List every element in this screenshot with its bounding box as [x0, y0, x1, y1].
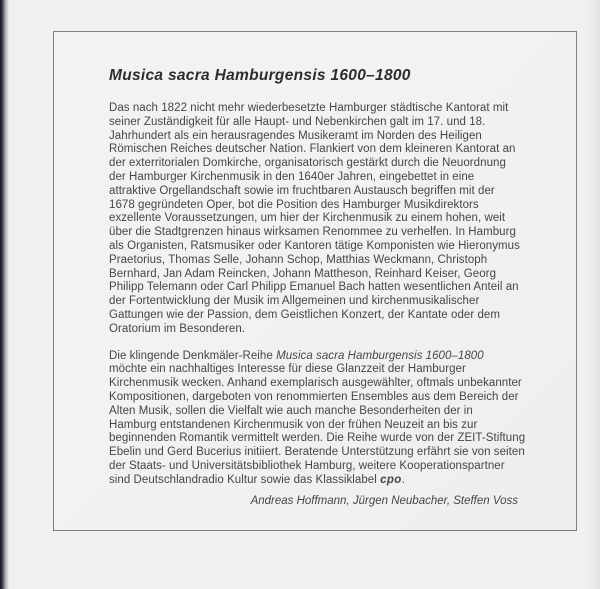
text-line: Römischen Reiches deutscher Nation. Flankiert von dem kleineren Kantorat an: [109, 143, 516, 156]
text-line: Gattungen wie der Passion, dem Geistlichen Konzert, der Kantate oder dem: [109, 308, 500, 321]
page-right-shadow: [584, 0, 600, 589]
text-line: Ebelin und Gerd Bucerius initiiert. Beratende Unterstützung erfährt sie von seiten: [109, 446, 525, 459]
text-line: sind Deutschlandradio Kultur sowie das Klassiklabel cpo.: [109, 473, 405, 486]
text-line: Alten Musik, sollen die Vielfalt wie auch manche Besonderheiten der in: [109, 404, 473, 417]
page-border-frame: [53, 31, 577, 531]
text-line: Philipp Telemann oder Carl Philipp Emanuel Bach hatten wesentlichen Anteil an: [109, 281, 519, 294]
text-line: der Hamburger Kirchenmusik in den 1640er Jahren, eingebettet in eine: [109, 170, 475, 183]
text-line: attraktive Orgellandschaft sowie im fruchtbaren Austausch begriffen mit der: [109, 184, 495, 197]
text-line: seiner Zuständigkeit für alle Haupt- und Nebenkirchen galt im 17. und 18.: [109, 115, 486, 128]
text-line: exzellente Voraussetzungen, um hier der Kirchenmusik zu einem hohen, weit: [109, 212, 506, 225]
text-line: der Staats- und Universitätsbibliothek Hamburg, weitere Kooperationspartner: [109, 459, 505, 472]
paragraph-series-description: [109, 349, 526, 488]
text-line: Die klingende Denkmäler-Reihe Musica sacra Hamburgensis 1600–1800: [109, 349, 484, 362]
book-spine-edge: [0, 0, 9, 589]
text-line: Kompositionen, dargeboten von renommierten Ensembles aus dem Bereich der: [109, 390, 519, 403]
text-line: Das nach 1822 nicht mehr wiederbesetzte Hamburger städtische Kantorat mit: [109, 102, 509, 114]
text-line: Oratorium im Besonderen.: [109, 322, 246, 335]
text-line: der Fortentwicklung der Musik im Allgemeinen und kirchenmusikalischer: [109, 295, 480, 308]
page-content: [54, 32, 576, 508]
text-line: Bernhard, Jan Adam Reincken, Johann Mattheson, Reinhard Keiser, Georg: [109, 267, 497, 280]
text-line: als Organisten, Ratsmusiker oder Kantoren tätige Komponisten wie Hieronymus: [109, 239, 520, 252]
authors-signature: Andreas Hoffmann, Jürgen Neubacher, Steffen Voss: [250, 494, 518, 507]
text-line: beginnenden Romantik vermittelt werden. Die Reihe wurde von der ZEIT-Stiftung: [109, 432, 526, 445]
text-line: möchte ein nachhaltiges Interesse für diese Glanzzeit der Hamburger: [109, 363, 466, 376]
text-line: 1678 gegründeten Oper, bot die Position des Hamburger Musikdirektors: [109, 198, 479, 211]
text-line: der exterritorialen Domkirche, organisatorisch gestärkt durch die Neuordnung: [109, 157, 506, 170]
page-title: Musica sacra Hamburgensis 1600–1800: [109, 67, 411, 84]
text-line: Praetorius, Thomas Selle, Johann Schop, Matthias Weckmann, Christoph: [109, 253, 488, 266]
text-line: Kirchenmusik wecken. Anhand exemplarisch ausgewählter, oftmals unbekannter: [109, 377, 522, 390]
text-line: über die Stadtgrenzen hinaus wirksamen Renommee zu verhelfen. In Hamburg: [109, 226, 516, 239]
paragraph-history: [109, 102, 518, 337]
text-line: Hamburg entstandenen Kirchenmusik von der frühen Neuzeit an bis zur: [109, 418, 478, 431]
text-line: Jahrhundert als ein herausragendes Musikeramt im Norden des Heiligen: [109, 129, 482, 142]
